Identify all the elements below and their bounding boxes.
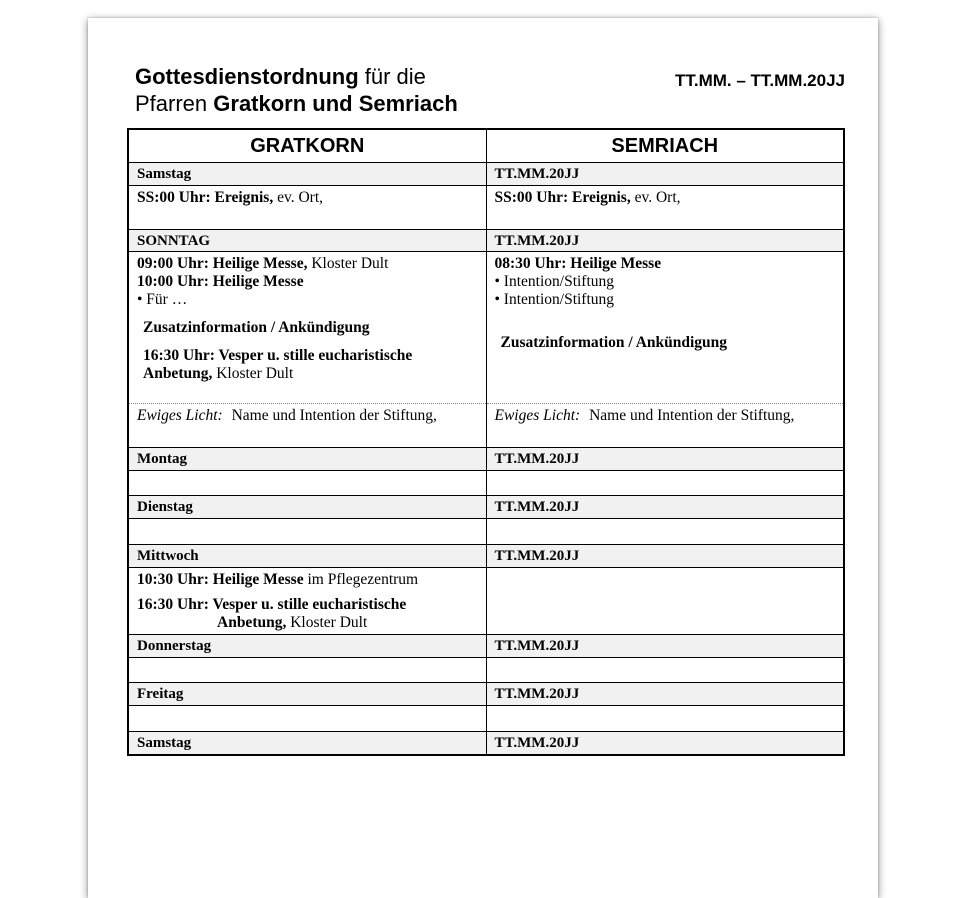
cell-gratkorn xyxy=(128,568,486,635)
text-segment: 10:30 Uhr: Heilige Messe xyxy=(137,571,304,588)
cell-gratkorn xyxy=(128,706,486,732)
cell-gratkorn: Montag xyxy=(128,448,486,471)
cell-gratkorn xyxy=(128,186,486,230)
cell-semriach: TT.MM.20JJ xyxy=(486,230,844,252)
cell-gratkorn: Samstag xyxy=(128,163,486,186)
text-segment: Kloster Dult xyxy=(212,365,294,382)
page-title xyxy=(135,63,458,117)
text-line xyxy=(143,347,478,365)
text-line xyxy=(495,291,836,309)
text-line xyxy=(495,255,836,273)
table-row xyxy=(128,252,844,404)
text-line xyxy=(137,571,478,589)
schedule-table xyxy=(127,128,845,756)
title-line2-bold: Gratkorn und Semriach xyxy=(213,91,458,116)
text-line xyxy=(495,189,836,207)
cell-semriach xyxy=(486,186,844,230)
text-segment: SS:00 Uhr: Ereignis, xyxy=(137,189,274,206)
text-segment: • Intention/Stiftung xyxy=(494,273,615,290)
text-segment: Name und Intention der Stiftung, xyxy=(227,407,437,424)
cell-semriach: TT.MM.20JJ xyxy=(486,683,844,706)
document-header xyxy=(127,63,845,117)
cell-gratkorn xyxy=(128,404,486,448)
date-range: TT.MM. – TT.MM.20JJ xyxy=(674,71,845,90)
text-segment: Kloster Dult xyxy=(286,614,368,631)
title-line2-rest: Pfarren xyxy=(135,91,214,116)
cell-semriach xyxy=(486,568,844,635)
text-segment: • Für … xyxy=(137,291,188,308)
table-row xyxy=(128,471,844,496)
title-line1-rest: für die xyxy=(358,64,426,89)
column-header-row xyxy=(128,129,844,163)
text-line xyxy=(137,189,478,207)
day-row xyxy=(128,732,844,755)
text-segment: 08:30 Uhr: Heilige Messe xyxy=(494,255,662,272)
text-line xyxy=(217,614,478,632)
text-line xyxy=(137,407,478,425)
cell-semriach xyxy=(486,706,844,732)
table-row xyxy=(128,658,844,683)
cell-semriach: TT.MM.20JJ xyxy=(486,635,844,658)
title-line-2 xyxy=(135,90,458,117)
text-line xyxy=(137,255,478,273)
cell-semriach xyxy=(486,404,844,448)
text-segment: Name und Intention der Stiftung, xyxy=(585,407,795,424)
text-line xyxy=(495,407,836,425)
cell-gratkorn xyxy=(128,519,486,545)
table-row xyxy=(128,404,844,448)
text-line xyxy=(143,319,478,337)
text-segment: im Pflegezentrum xyxy=(303,571,419,588)
day-row xyxy=(128,683,844,706)
text-segment: Ewiges Licht: xyxy=(494,407,581,424)
day-row xyxy=(128,496,844,519)
text-line xyxy=(143,365,478,383)
text-segment: 10:00 Uhr: Heilige Messe xyxy=(137,273,304,290)
table-row xyxy=(128,186,844,230)
cell-semriach: TT.MM.20JJ xyxy=(486,545,844,568)
cell-gratkorn: Dienstag xyxy=(128,496,486,519)
text-segment: 16:30 Uhr: Vesper u. stille eucharistische xyxy=(137,596,407,613)
text-segment: SS:00 Uhr: Ereignis, xyxy=(494,189,631,206)
text-segment: Zusatzinformation / Ankündigung xyxy=(143,319,370,336)
cell-gratkorn: Samstag xyxy=(128,732,486,755)
cell-semriach xyxy=(486,658,844,683)
text-segment: Ewiges Licht: xyxy=(137,407,223,424)
cell-semriach xyxy=(486,519,844,545)
table-row xyxy=(128,568,844,635)
day-row xyxy=(128,230,844,252)
text-segment: ev. Ort, xyxy=(273,189,324,206)
cell-gratkorn: Freitag xyxy=(128,683,486,706)
cell-gratkorn: Mittwoch xyxy=(128,545,486,568)
document-page xyxy=(88,18,878,898)
text-line xyxy=(495,273,836,291)
text-segment: Anbetung, xyxy=(217,614,287,631)
cell-gratkorn: SONNTAG xyxy=(128,230,486,252)
cell-semriach: TT.MM.20JJ xyxy=(486,732,844,755)
text-segment: 16:30 Uhr: Vesper u. stille eucharistische xyxy=(143,347,413,364)
text-segment: ev. Ort, xyxy=(630,189,681,206)
column-header-gratkorn: GRATKORN xyxy=(128,129,486,163)
cell-gratkorn xyxy=(128,252,486,404)
table-row xyxy=(128,519,844,545)
day-row xyxy=(128,635,844,658)
text-segment: 09:00 Uhr: Heilige Messe, xyxy=(137,255,308,272)
title-line-1 xyxy=(135,63,458,90)
day-row xyxy=(128,545,844,568)
cell-semriach: TT.MM.20JJ xyxy=(486,163,844,186)
title-line1-bold: Gottesdienstordnung xyxy=(135,64,359,89)
text-line xyxy=(137,596,478,614)
text-line xyxy=(137,273,478,291)
cell-semriach: TT.MM.20JJ xyxy=(486,496,844,519)
day-row xyxy=(128,163,844,186)
text-segment: Kloster Dult xyxy=(307,255,389,272)
schedule-table-body xyxy=(128,163,844,755)
day-row xyxy=(128,448,844,471)
cell-gratkorn xyxy=(128,658,486,683)
cell-semriach xyxy=(486,471,844,496)
text-segment: Zusatzinformation / Ankündigung xyxy=(500,334,728,351)
text-line xyxy=(137,291,478,309)
column-header-semriach: SEMRIACH xyxy=(486,129,844,163)
cell-semriach: TT.MM.20JJ xyxy=(486,448,844,471)
text-segment: • Intention/Stiftung xyxy=(494,291,615,308)
table-row xyxy=(128,706,844,732)
cell-gratkorn: Donnerstag xyxy=(128,635,486,658)
text-line xyxy=(501,334,836,352)
cell-gratkorn xyxy=(128,471,486,496)
text-segment: Anbetung, xyxy=(143,365,213,382)
cell-semriach xyxy=(486,252,844,404)
